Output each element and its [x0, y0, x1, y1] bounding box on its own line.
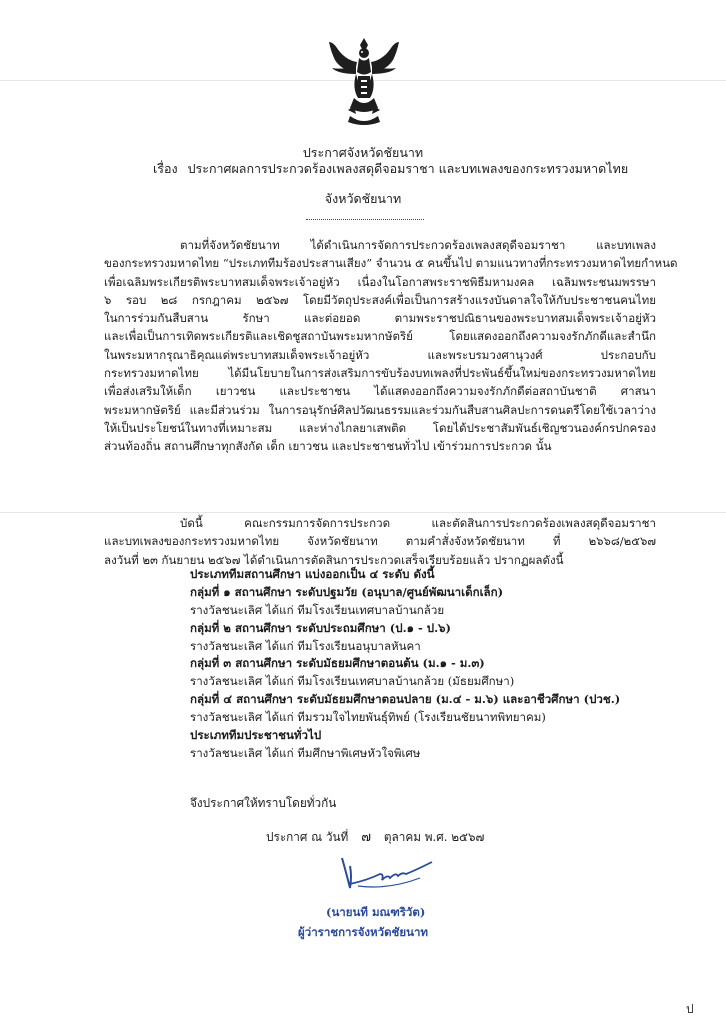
paragraph-1-line: กระทรวงมหาดไทย ได้มีนโยบายในการส่งเสริมการขับร้องบทเพลงที่ประพันธ์ขึ้นใหม่ของกระทรวงมหาดไทย: [104, 366, 656, 381]
announce-date: [266, 826, 484, 847]
results-list: [190, 566, 660, 763]
school-category-heading: ประเภททีมสถานศึกษา แบ่งออกเป็น ๔ ระดับ ดังนี้: [190, 567, 435, 581]
paragraph-1: [104, 236, 678, 456]
group-label: กลุ่มที่ ๔ สถานศึกษา ระดับมัธยมศึกษาตอนปลาย (ม.๔ - ม.๖) และอาชีวศึกษา (ปวช.): [190, 692, 621, 707]
group-winner: รางวัลชนะเลิศ ได้แก่ ทีมโรงเรียนเทศบาลบ้านกล้วย (มัธยมศึกษา): [190, 674, 515, 689]
paragraph-2: [104, 514, 656, 569]
governor-signature: [336, 852, 440, 896]
group-label: กลุ่มที่ ๓ สถานศึกษา ระดับมัธยมศึกษาตอนต้น (ม.๑ - ม.๓): [190, 656, 485, 671]
subject-line: [153, 159, 634, 179]
paragraph-2-line: และบทเพลงของกระทรวงมหาดไทย จังหวัดชัยนาท ตามคำสั่งจังหวัดชัยนาท ที่ ๒๖๖๘/๒๕๖๗: [104, 534, 656, 549]
paragraph-1-line: ในพระมหากรุณาธิคุณแด่พระบาทสมเด็จพระเจ้าอยู่หัว และพระบรมวงศานุวงศ์ ประกอบกับ: [104, 347, 656, 362]
paragraph-2-line: ลงวันที่ ๒๓ กันยายน ๒๕๖๗ ได้ดำเนินการตัดสินการประกวดเสร็จเรียบร้อยแล้ว ปรากฏผลดังนี้: [104, 552, 564, 567]
group-winner: รางวัลชนะเลิศ ได้แก่ ทีมโรงเรียนอนุบาลหันคา: [190, 638, 421, 653]
paragraph-1-line: และเพื่อเป็นการเทิดพระเกียรติและเชิดชูสถาบันพระมหากษัตริย์ โดยแสดงออกถึงความจงรักภักดีและสำนึก: [104, 329, 656, 344]
group-label: กลุ่มที่ ๑ สถานศึกษา ระดับปฐมวัย (อนุบาล/ศูนย์พัฒนาเด็กเล็ก): [190, 584, 504, 599]
announce-line: จึงประกาศให้ทราบโดยทั่วกัน: [190, 796, 337, 810]
dotted-separator: [306, 219, 424, 220]
garuda-emblem-icon: [326, 36, 402, 126]
subject-province: จังหวัดชัยนาท: [324, 191, 402, 206]
paragraph-1-line: ส่วนท้องถิ่น สถานศึกษาทุกสังกัด เด็ก เยาวชน และประชาชนทั่วไป เข้าร่วมการประกวด นั้น: [104, 439, 552, 454]
date-day: ๗: [361, 830, 371, 845]
subject-label: เรื่อง: [153, 161, 178, 176]
paragraph-1-line: ในการร่วมกันสืบสาน รักษา และต่อยอด ตามพระราชปณิธานของพระบาทสมเด็จพระเจ้าอยู่หัว: [104, 311, 656, 326]
subject-text: ประกาศผลการประกวดร้องเพลงสดุดีจอมราชา และบทเพลงของกระทรวงมหาดไทย: [187, 161, 629, 176]
paragraph-1-line: เพื่อส่งเสริมให้เด็ก เยาวชน และประชาชน ได้แสดงออกถึงความจงรักภักดีต่อสถาบันชาติ ศาสนา: [104, 384, 656, 399]
date-suffix: ตุลาคม พ.ศ. ๒๕๖๗: [383, 830, 485, 844]
paragraph-1-line: เพื่อเฉลิมพระเกียรติพระบาทสมเด็จพระเจ้าอยู่หัว เนื่องในโอกาสพระราชพิธีมหามงคล เฉลิมพระชนมพรรษา: [104, 274, 656, 289]
page-edge-mark: ป: [686, 1002, 694, 1016]
paragraph-1-line: ให้เป็นประโยชน์ในทางที่เหมาะสม และห่างไกลยาเสพติด โดยได้ประชาสัมพันธ์เชิญชวนองค์กรปกครอง: [104, 420, 656, 435]
group-winner: รางวัลชนะเลิศ ได้แก่ ทีมโรงเรียนเทศบาลบ้านกล้วย: [190, 602, 445, 617]
signer-title: ผู้ว่าราชการจังหวัดชัยนาท: [298, 925, 428, 939]
paragraph-1-line: ของกระทรวงมหาดไทย “ประเภททีมร้องประสานเสียง” จำนวน ๕ คนขึ้นไป ตามแนวทางที่กระทรวงมหาดไทยกำหนด: [104, 256, 678, 271]
public-winner: รางวัลชนะเลิศ ได้แก่ ทีมศึกษาพิเศษหัวใจพิเศษ: [190, 745, 421, 760]
paragraph-1-line: ตามที่จังหวัดชัยนาท ได้ดำเนินการจัดการประกวดร้องเพลงสดุดีจอมราชา และบทเพลง: [180, 238, 656, 252]
paragraph-1-line: พระมหากษัตริย์ และมีส่วนร่วม ในการอนุรักษ์ศิลปวัฒนธรรมและร่วมกันสืบสานศิลปะการดนตรีโดยใช้เวลาว่าง: [104, 402, 656, 417]
signer-name: (นายนที มณฑริวัต): [326, 905, 426, 919]
public-category-heading: ประเภททีมประชาชนทั่วไป: [190, 728, 322, 743]
date-prefix: ประกาศ ณ วันที่: [266, 830, 349, 844]
group-winner: รางวัลชนะเลิศ ได้แก่ ทีมรวมใจไทยพันธุ์ทิพย์ (โรงเรียนชัยนาทพิทยาคม): [190, 710, 546, 725]
fold-line-middle: [0, 512, 726, 513]
paragraph-2-line: บัดนี้ คณะกรรมการจัดการประกวด และตัดสินการประกวดร้องเพลงสดุดีจอมราชา: [180, 516, 656, 530]
group-label: กลุ่มที่ ๒ สถานศึกษา ระดับประถมศึกษา (ป.๑ - ป.๖): [190, 620, 451, 635]
announcement-title: ประกาศจังหวัดชัยนาท: [302, 145, 424, 160]
paragraph-1-line: ๖ รอบ ๒๘ กรกฎาคม ๒๕๖๗ โดยมีวัตถุประสงค์เพื่อเป็นการสร้างแรงบันดาลใจให้กับประชาชนคนไทย: [104, 292, 656, 307]
